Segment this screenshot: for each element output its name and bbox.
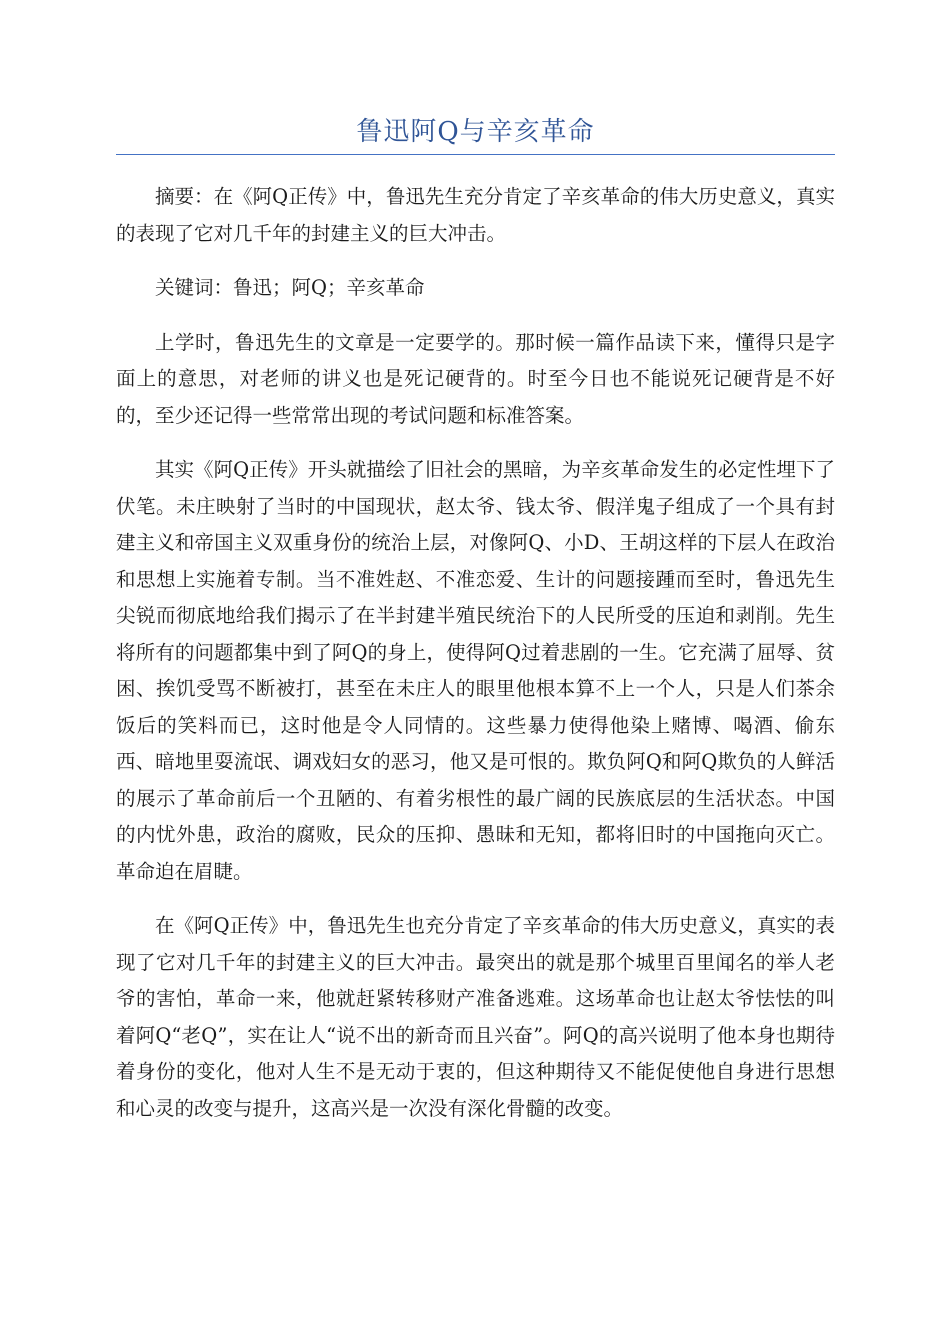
body-paragraph: 在《阿Q正传》中，鲁迅先生也充分肯定了辛亥革命的伟大历史意义，真实的表现了它对几千年的封建主义的巨大冲击。最突出的就是那个城里百里闻名的举人老爷的害怕，革命一来，他就赶紧转移财产准备逃难。这场革命也让赵太爷怯怯的叫着阿Q“老Q”，实在让人“说不出的新奇而且兴奋”。阿Q的高兴说明了他本身也期待着身份的变化，他对人生不是无动于衷的，但这种期待又不能促使他自身进行思想和心灵的改变与提升，这高兴是一次没有深化骨髓的改变。: [116, 914, 835, 1120]
document-body: [116, 179, 835, 1127]
title-underline: [116, 154, 835, 155]
abstract-paragraph: 摘要：在《阿Q正传》中，鲁迅先生充分肯定了辛亥革命的伟大历史意义，真实的表现了它对几千年的封建主义的巨大冲击。: [116, 185, 835, 245]
body-paragraph: 上学时，鲁迅先生的文章是一定要学的。那时候一篇作品读下来，懂得只是字面上的意思，对老师的讲义也是死记硬背的。时至今日也不能说死记硬背是不好的，至少还记得一些常常出现的考试问题和标准答案。: [116, 330, 835, 427]
keywords-paragraph: 关键词：鲁迅；阿Q；辛亥革命: [155, 276, 425, 299]
document-title: 鲁迅阿Q与辛亥革命: [356, 117, 595, 147]
body-paragraph: 其实《阿Q正传》开头就描绘了旧社会的黑暗，为辛亥革命发生的必定性埋下了伏笔。未庄映射了当时的中国现状，赵太爷、钱太爷、假洋鬼子组成了一个具有封建主义和帝国主义双重身份的统治上层，对像阿Q、小D、王胡这样的下层人在政治和思想上实施着专制。当不准姓赵、不准恋爱、生计的问题接踵而至时，鲁迅先生尖锐而彻底地给我们揭示了在半封建半殖民统治下的人民所受的压迫和剥削。先生将所有的问题都集中到了阿Q的身上，使得阿Q过着悲剧的一生。它充满了屈辱、贫困、挨饥受骂不断被打，甚至在未庄人的眼里他根本算不上一个人，只是人们茶余饭后的笑料而已，这时他是令人同情的。这些暴力使得他染上赌博、喝酒、偷东西、暗地里耍流氓、调戏妇女的恶习，他又是可恨的。欺负阿Q和阿Q欺负的人鲜活的展示了革命前后一个丑陋的、有着劣根性的最广阔的民族底层的生活状态。中国的内忧外患，政治的腐败，民众的压抑、愚昧和无知，都将旧时的中国拖向灭亡。革命迫在眉睫。: [116, 458, 835, 883]
document-page: [116, 0, 835, 1145]
